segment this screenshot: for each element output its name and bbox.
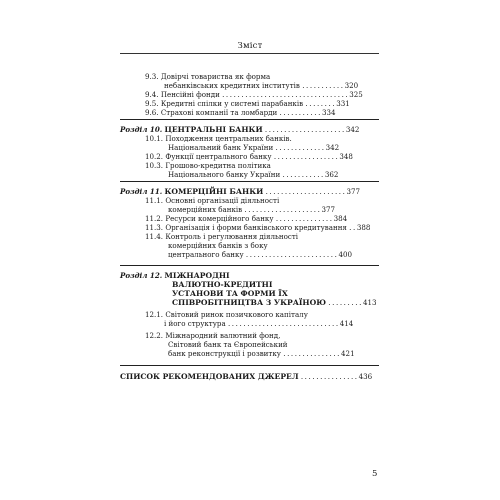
- chapter-separator: [120, 365, 379, 366]
- leader-dots: .....................: [264, 125, 346, 134]
- entry-title-cont: Національний банк України: [168, 143, 274, 152]
- toc-entry-12-2-cont2: [168, 349, 355, 358]
- entry-number: 11.3.: [145, 223, 164, 232]
- leader-dots: .................: [273, 152, 340, 161]
- entry-title: Організація і форми банківського кредитування: [165, 223, 347, 232]
- entry-page: 414: [339, 319, 354, 328]
- entry-number: 9.3.: [145, 72, 159, 81]
- entry-page: 325: [349, 90, 363, 99]
- toc-entry-11-4-cont2: [168, 250, 352, 259]
- toc-entry-10-3[interactable]: [145, 161, 271, 170]
- toc-references[interactable]: [120, 372, 372, 381]
- entry-title-cont: Світовий банк та Європейський: [168, 340, 288, 349]
- leader-dots: ...............: [275, 214, 334, 223]
- leader-dots: ...........: [282, 170, 325, 179]
- entry-page: 377: [321, 205, 336, 214]
- toc-entry-9-3-cont: [164, 81, 358, 90]
- toc-chapter-12[interactable]: [120, 271, 230, 280]
- entry-page: 362: [324, 170, 339, 179]
- toc-chapter-12-cont3: [172, 298, 377, 307]
- chapter-separator: [120, 119, 379, 120]
- leader-dots: .............................: [227, 319, 340, 328]
- toc-entry-10-2[interactable]: [145, 152, 353, 161]
- entry-number: 9.6.: [145, 108, 159, 117]
- toc-chapter-11[interactable]: [120, 187, 360, 196]
- entry-title-cont: комерційних банків з боку: [168, 241, 268, 250]
- toc-entry-10-1[interactable]: [145, 134, 292, 143]
- entry-title-cont: центрального банку: [168, 250, 244, 259]
- toc-entry-11-1-cont: [168, 205, 335, 214]
- entry-number: 9.5.: [145, 99, 159, 108]
- leader-dots: ..: [349, 223, 357, 232]
- toc-entry-12-1[interactable]: [145, 310, 308, 319]
- entry-number: 12.2.: [145, 331, 164, 340]
- chapter-title: МІЖНАРОДНІ: [164, 271, 230, 280]
- leader-dots: ...............: [283, 349, 342, 358]
- chapter-label: Розділ 10.: [120, 125, 163, 134]
- entry-number: 9.4.: [145, 90, 159, 99]
- entry-title-cont: Національного банку України: [168, 170, 281, 179]
- toc-entry-11-2[interactable]: [145, 214, 347, 223]
- toc-entry-10-1-cont: [168, 143, 339, 152]
- chapter-page: 342: [345, 125, 360, 134]
- toc-entry-12-2-cont: [168, 340, 288, 349]
- entry-title: Грошово-кредитна політика: [165, 161, 271, 170]
- entry-title: Світовий ринок позичкового капіталу: [165, 310, 308, 319]
- entry-number: 10.2.: [145, 152, 164, 161]
- toc-entry-12-2[interactable]: [145, 331, 280, 340]
- toc-chapter-10[interactable]: [120, 125, 359, 134]
- chapter-label: Розділ 11.: [120, 187, 163, 196]
- entry-title-cont: комерційних банків: [168, 205, 243, 214]
- entry-title: Ресурси комерційного банку: [165, 214, 274, 223]
- entry-page: 342: [325, 143, 340, 152]
- entry-number: 10.3.: [145, 161, 164, 170]
- entry-page: 421: [341, 349, 355, 358]
- entry-title-cont: і його структура: [164, 319, 226, 328]
- leader-dots: ...........: [302, 81, 345, 90]
- entry-page: 348: [339, 152, 353, 161]
- entry-title: Контроль і регулювання діяльності: [165, 232, 299, 241]
- toc-chapter-12-cont2: [172, 289, 288, 298]
- leader-dots: .........: [328, 298, 363, 307]
- entry-page: 400: [338, 250, 352, 259]
- leader-dots: ...............: [300, 372, 359, 381]
- chapter-separator: [120, 265, 379, 266]
- entry-page: 384: [333, 214, 348, 223]
- toc-entry-9-3[interactable]: [145, 72, 270, 81]
- toc-entry-9-5[interactable]: [145, 99, 350, 108]
- leader-dots: ....................: [244, 205, 322, 214]
- toc-entry-11-4[interactable]: [145, 232, 298, 241]
- entry-title: Міжнародний валютний фонд,: [165, 331, 281, 340]
- header-rule: [120, 53, 379, 54]
- page-number: 5: [372, 469, 378, 479]
- entry-title: Функції центрального банку: [165, 152, 272, 161]
- entry-title: Основні організації діяльності: [165, 196, 280, 205]
- entry-number: 11.1.: [145, 196, 164, 205]
- toc-entry-9-4[interactable]: [145, 90, 363, 99]
- leader-dots: ...........: [279, 108, 322, 117]
- references-page: 436: [358, 372, 373, 381]
- entry-title: Походження центральних банків.: [165, 134, 292, 143]
- toc-entry-11-3[interactable]: [145, 223, 370, 232]
- entry-title-cont: банк реконструкції і розвитку: [168, 349, 281, 358]
- leader-dots: .....................: [265, 187, 347, 196]
- entry-title: Довірчі товариства як форма: [160, 72, 271, 81]
- chapter-page: 413: [362, 298, 377, 307]
- entry-page: 334: [321, 108, 336, 117]
- entry-title-cont: небанківських кредитних інститутів: [164, 81, 300, 90]
- toc-chapter-12-cont: [172, 280, 272, 289]
- toc-entry-12-1-cont: [164, 319, 353, 328]
- entry-title: Кредитні спілки у системі парабанків: [160, 99, 304, 108]
- entry-title: Пенсійні фонди: [160, 90, 220, 99]
- chapter-page: 377: [346, 187, 361, 196]
- chapter-title: ЦЕНТРАЛЬНІ БАНКИ: [164, 125, 263, 134]
- entry-title: Страхові компанії та ломбарди: [160, 108, 278, 117]
- leader-dots: ........: [305, 99, 337, 108]
- toc-entry-11-4-cont: [168, 241, 268, 250]
- chapter-label: Розділ 12.: [120, 271, 163, 280]
- entry-number: 10.1.: [145, 134, 164, 143]
- chapter-title-cont: УСТАНОВИ ТА ФОРМИ ЇХ: [172, 289, 288, 298]
- entry-number: 11.2.: [145, 214, 164, 223]
- leader-dots: .............: [275, 143, 326, 152]
- chapter-title-cont: СПІВРОБІТНИЦТВА З УКРАЇНОЮ: [172, 298, 326, 307]
- references-title: СПИСОК РЕКОМЕНДОВАНИХ ДЖЕРЕЛ: [120, 372, 299, 381]
- entry-number: 12.1.: [145, 310, 164, 319]
- toc-entry-9-6[interactable]: [145, 108, 335, 117]
- entry-number: 11.4.: [145, 232, 164, 241]
- toc-entry-11-1[interactable]: [145, 196, 279, 205]
- leader-dots: .................................: [222, 90, 350, 99]
- entry-page: 320: [344, 81, 359, 90]
- running-title: Зміст: [237, 41, 263, 51]
- chapter-title: КОМЕРЦІЙНІ БАНКИ: [164, 187, 264, 196]
- leader-dots: ........................: [245, 250, 339, 259]
- entry-page: 388: [356, 223, 371, 232]
- chapter-separator: [120, 181, 379, 182]
- toc-entry-10-3-cont: [168, 170, 338, 179]
- chapter-title-cont: ВАЛЮТНО-КРЕДИТНІ: [172, 280, 273, 289]
- entry-page: 331: [336, 99, 350, 108]
